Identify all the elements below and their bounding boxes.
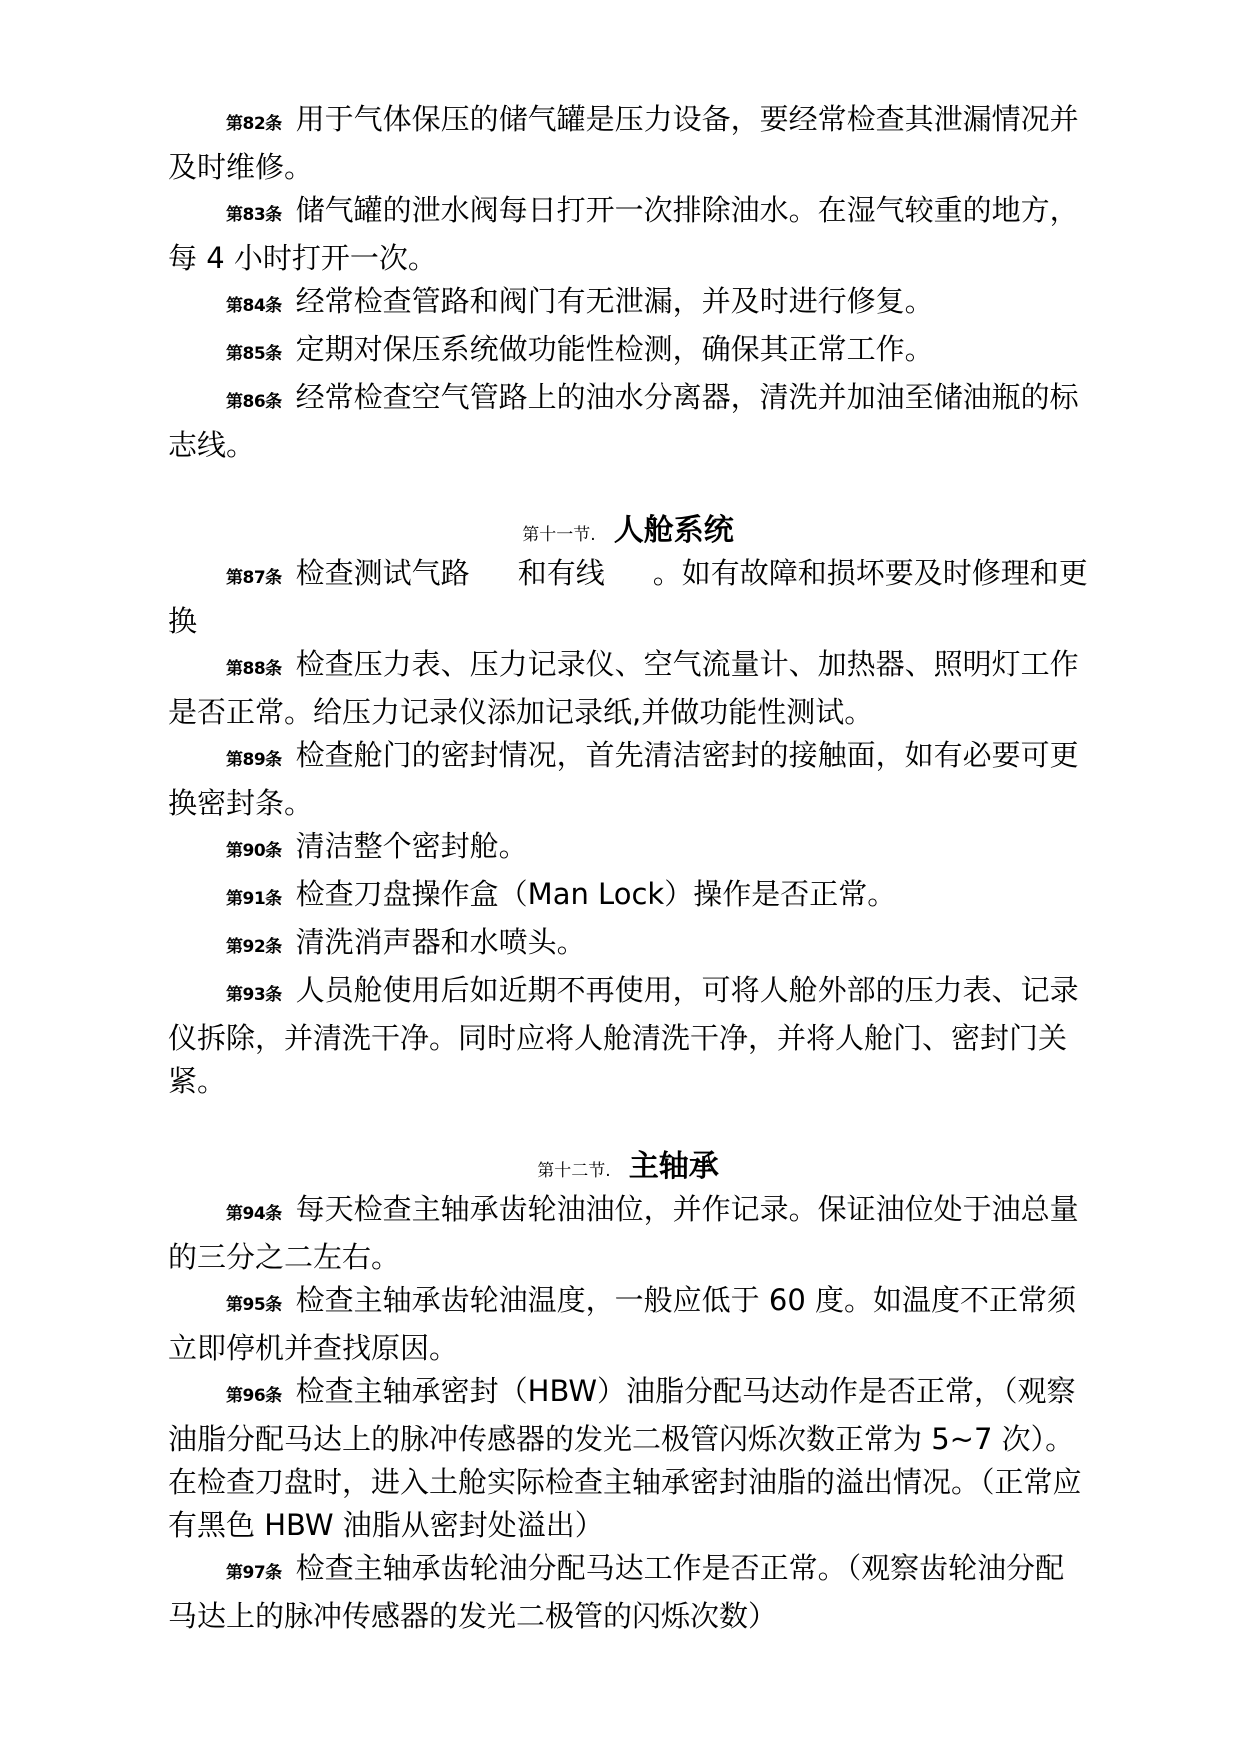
article-91 bbox=[168, 873, 1088, 921]
article-number: 第86条 bbox=[226, 392, 282, 412]
article-number: 第91条 bbox=[226, 889, 282, 909]
article-text: 人员舱使用后如近期不再使用，可将人舱外部的压力表、记录仪拆除，并清洗干净。同时应将人舱清洗干净，并将人舱门、密封门关紧。 bbox=[168, 973, 1079, 1098]
article-text: 清洗消声器和水喷头。 bbox=[295, 925, 586, 959]
section-heading-12 bbox=[168, 1145, 1088, 1188]
article-number: 第83条 bbox=[226, 205, 282, 225]
article-text: 用于气体保压的储气罐是压力设备，要经常检查其泄漏情况并及时维修。 bbox=[168, 102, 1079, 184]
article-number: 第89条 bbox=[226, 750, 282, 770]
article-86 bbox=[168, 376, 1088, 467]
article-97 bbox=[168, 1547, 1088, 1638]
article-text: 经常检查空气管路上的油水分离器，清洗并加油至储油瓶的标志线。 bbox=[168, 380, 1079, 462]
article-text: 每天检查主轴承齿轮油油位，并作记录。保证油位处于油总量的三分之二左右。 bbox=[168, 1192, 1079, 1274]
article-number: 第93条 bbox=[226, 985, 282, 1005]
article-number: 第84条 bbox=[226, 296, 282, 316]
article-text: 定期对保压系统做功能性检测，确保其正常工作。 bbox=[295, 332, 934, 366]
article-number: 第85条 bbox=[226, 344, 282, 364]
article-number: 第97条 bbox=[226, 1563, 282, 1583]
article-93 bbox=[168, 969, 1088, 1103]
article-number: 第82条 bbox=[226, 114, 282, 134]
section-spacer bbox=[168, 1103, 1088, 1145]
article-text-part-2: 和有线 bbox=[517, 556, 605, 590]
article-text: 清洁整个密封舱。 bbox=[295, 829, 528, 863]
article-95 bbox=[168, 1279, 1088, 1370]
article-92 bbox=[168, 921, 1088, 969]
article-83 bbox=[168, 189, 1088, 280]
article-text-part-1: 检查测试气路 bbox=[295, 556, 470, 590]
section-number: 第十二节. bbox=[537, 1161, 611, 1181]
section-title: 主轴承 bbox=[628, 1149, 719, 1184]
section-number: 第十一节. bbox=[522, 525, 596, 545]
article-96 bbox=[168, 1370, 1088, 1547]
article-90 bbox=[168, 825, 1088, 873]
section-title: 人舱系统 bbox=[613, 513, 734, 548]
article-82 bbox=[168, 98, 1088, 189]
article-text: 检查舱门的密封情况，首先清洁密封的接触面，如有必要可更换密封条。 bbox=[168, 738, 1079, 820]
document-page bbox=[168, 98, 1088, 1638]
article-text: 检查刀盘操作盒（Man Lock）操作是否正常。 bbox=[295, 877, 897, 911]
article-94 bbox=[168, 1188, 1088, 1279]
article-84 bbox=[168, 280, 1088, 328]
article-number: 第92条 bbox=[226, 937, 282, 957]
article-number: 第96条 bbox=[226, 1386, 282, 1406]
article-85 bbox=[168, 328, 1088, 376]
article-87 bbox=[168, 552, 1088, 643]
article-88 bbox=[168, 643, 1088, 734]
article-number: 第94条 bbox=[226, 1204, 282, 1224]
article-text: 储气罐的泄水阀每日打开一次排除油水。在湿气较重的地方，每 4 小时打开一次。 bbox=[168, 193, 1079, 275]
article-text-part-3: 。如有故障和损坏要及时修理和更换 bbox=[168, 556, 1088, 638]
article-number: 第88条 bbox=[226, 659, 282, 679]
section-spacer bbox=[168, 467, 1088, 509]
article-number: 第90条 bbox=[226, 841, 282, 861]
article-text: 检查压力表、压力记录仪、空气流量计、加热器、照明灯工作是否正常。给压力记录仪添加记录纸,并做功能性测试。 bbox=[168, 647, 1079, 729]
article-text: 检查主轴承密封（HBW）油脂分配马达动作是否正常，（观察油脂分配马达上的脉冲传感器的发光二极管闪烁次数正常为 5~7 次）。在检查刀盘时，进入土舱实际检查主轴承密封油脂的溢出情况。（正常应有黑色 HBW 油脂从密封处溢出） bbox=[168, 1374, 1082, 1542]
article-text: 检查主轴承齿轮油温度，一般应低于 60 度。如温度不正常须立即停机并查找原因。 bbox=[168, 1283, 1077, 1365]
article-number: 第95条 bbox=[226, 1295, 282, 1315]
article-89 bbox=[168, 734, 1088, 825]
article-text: 检查主轴承齿轮油分配马达工作是否正常。（观察齿轮油分配马达上的脉冲传感器的发光二极管的闪烁次数） bbox=[168, 1551, 1065, 1633]
section-heading-11 bbox=[168, 509, 1088, 552]
article-number: 第87条 bbox=[226, 568, 282, 588]
article-text: 经常检查管路和阀门有无泄漏，并及时进行修复。 bbox=[295, 284, 934, 318]
